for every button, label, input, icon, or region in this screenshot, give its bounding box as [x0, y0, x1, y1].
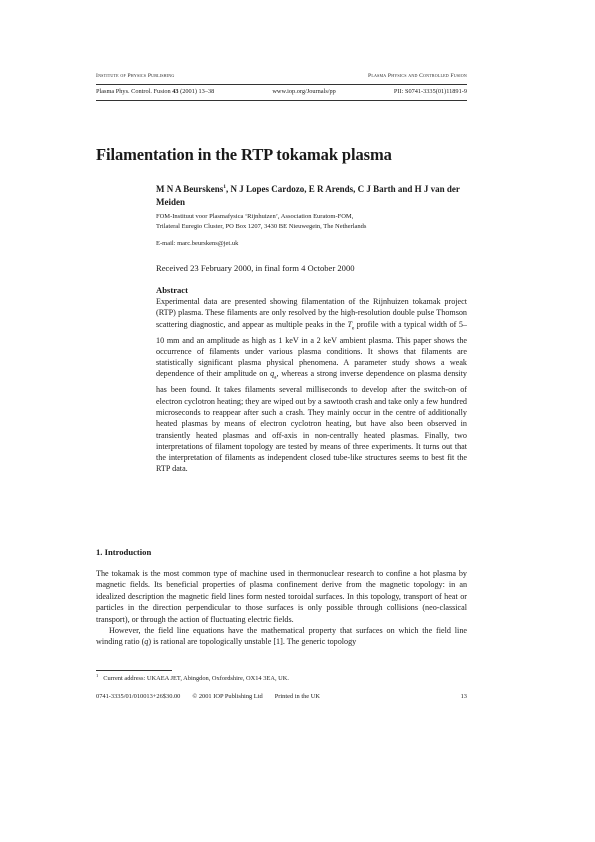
footer-info [96, 693, 332, 700]
author-footnote-mark[interactable]: 1 [223, 184, 227, 190]
footnote-mark: 1 [96, 673, 99, 678]
intro-paragraph-1: The tokamak is the most common type of machine used in thermonuclear research to confine a hot plasma by magnetic fields. Its beneficial properties of plasma confinement derive from the magnetic topology: in an idealized description the magnetic field lines form nested toroidal surfaces. In this topology, transport of heat or particles in the direction perpendicular to those surfaces is only possible through collisions (neo-classical transport), or through the action of fluctuating electric fields. [96, 569, 467, 624]
first-author: M N A Beurskens [156, 184, 224, 194]
header-rule-top [96, 84, 467, 85]
intro-paragraph-2: However, the field line equations have the mathematical property that surfaces on which the field line winding ratio (q) is rational are topologically unstable [1]. The generic topology [96, 626, 467, 647]
footnote-text: Current address: UKAEA JET, Abingdon, Oxfordshire, OX14 3EA, UK. [103, 675, 289, 683]
citation-prefix: Plasma Phys. Control. Fusion [96, 88, 173, 95]
footnote [96, 673, 289, 682]
article-code: 0741-3335/01/010013+26$30.00 [96, 693, 181, 700]
publisher-name: Institute of Physics Publishing [96, 73, 175, 79]
section-heading-introduction: 1. Introduction [96, 547, 152, 557]
running-header [96, 73, 467, 79]
journal-name: Plasma Physics and Controlled Fusion [368, 73, 467, 79]
paper-page [96, 0, 467, 842]
received-dates: Received 23 February 2000, in final form 4 October 2000 [156, 263, 355, 273]
affiliation-line-1: FOM-Instituut voor Plasmafysica ‘Rijnhuizen’, Association Euratom-FOM, [156, 213, 354, 220]
footnote-rule [96, 670, 172, 671]
copyright-notice: © 2001 IOP Publishing Ltd [192, 693, 263, 700]
citation-suffix: (2001) 13–38 [178, 88, 215, 95]
contact-email[interactable]: E-mail: marc.beurskens@jet.uk [156, 240, 239, 247]
journal-url[interactable]: www.iop.org/Journals/pp [272, 88, 336, 95]
affiliation-line-2: Trilateral Euregio Cluster, PO Box 1207, 3430 BE Nieuwegein, The Netherlands [156, 223, 367, 231]
pii-code: PII: S0741-3335(01)11891-9 [393, 88, 467, 95]
page-footer [96, 693, 467, 700]
citation [96, 88, 214, 95]
affiliation [156, 212, 467, 233]
abstract-heading: Abstract [156, 285, 188, 295]
abstract-body: Experimental data are presented showing filamentation of the Rijnhuizen tokamak project (RTP) plasma. These filaments are only resolved by the high-resolution double pulse Thomson scattering diagnostic, and appear as multiple peaks in the $T_e$ profile with a typical width of 5–10 mm and an amplitude as high as 1 keV in a 2 keV ambient plasma. This paper shows the occurrence of filaments under various plasma conditions. It shows that filaments are statistically significant plasma physical phenomena. A parameter study shows a weak dependence of their amplitude on $q_a$, whereas a strong inverse dependence on plasma density has been found. It takes filaments several milliseconds to develop after the switch-on of electron cyclotron heating; they are wiped out by a sawtooth crash and take only a few hundred microseconds to reappear after such a crash. They mainly occur in the centre of additionally heated plasmas by means of electron cyclotron heating, but have also been observed in transiently heated plasmas and off-axis in non-centrally heated plasmas. Finally, two interpretations of filament topology are tested by means of three experiments. It turns out that the interpretation of filaments as independent closed tube-like structures seems to best fit the RTP data. [156, 297, 467, 474]
citation-line [96, 88, 467, 95]
introduction-body [96, 568, 467, 648]
volume-number: 43 [172, 88, 179, 95]
printed-note: Printed in the UK [274, 693, 320, 700]
paper-title: Filamentation in the RTP tokamak plasma [96, 145, 392, 164]
header-rule-bottom [96, 100, 467, 101]
other-authors: , N J Lopes Cardozo, E R Arends, C J Barth and H J van der Meiden [156, 184, 460, 207]
author-list [156, 181, 467, 209]
page-number: 13 [460, 693, 467, 700]
